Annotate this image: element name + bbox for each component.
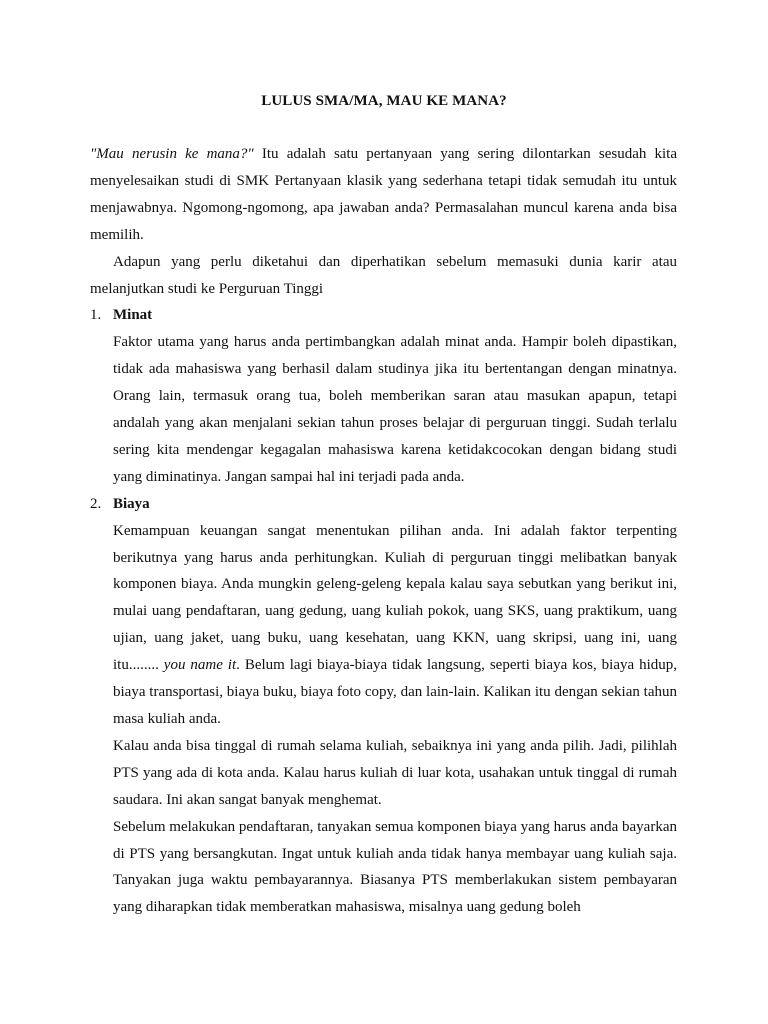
biaya-paragraph-1-italic: you name it — [163, 657, 237, 674]
biaya-paragraph-1 — [113, 518, 677, 733]
biaya-paragraph-3: Sebelum melakukan pendaftaran, tanyakan semua komponen biaya yang harus anda bayarkan di PTS yang bersangkutan. Ingat untuk kuliah anda tidak hanya membayar uang kuliah saja. Tanyakan juga waktu pembayarannya. Biasanya PTS memberlakukan sistem pembayaran yang diharapkan tidak memberatkan mahasiswa, misalnya uang gedung boleh — [113, 818, 677, 916]
document-title: LULUS SMA/MA, MAU KE MANA? — [261, 93, 507, 109]
list-item-title: Biaya — [113, 495, 150, 512]
intro-text: Itu adalah satu pertanyaan yang sering dilontarkan sesudah kita menyelesaikan studi di SMK Pertanyaan klasik yang sederhana tetapi tidak semudah itu untuk menjawabnya. Ngomong-ngomong, apa jawaban anda? Permasalahan muncul karena anda bisa memilih. — [90, 146, 677, 243]
list-item-number: 1. — [90, 307, 102, 324]
intro-quote: "Mau nerusin ke mana?" — [90, 146, 254, 162]
list-item-number: 2. — [90, 495, 102, 512]
document-body — [90, 141, 677, 921]
list-item-title: Minat — [113, 307, 153, 324]
intro-paragraph — [90, 141, 677, 249]
minat-paragraph: Faktor utama yang harus anda pertimbangkan adalah minat anda. Hampir boleh dipastikan, tidak ada mahasiswa yang berhasil dalam studinya jika itu bertentangan dengan minatnya. Orang lain, termasuk orang tua, boleh memberikan saran atau masukan apapun, tetapi andalah yang akan menjalani sekian tahun proses belajar di perguruan tinggi. Sudah terlalu sering kita mendengar kegagalan mahasiswa karena ketidakcocokan dengan bidang studi yang diminatinya. Jangan sampai hal ini terjadi pada anda. — [113, 334, 677, 485]
list-item-heading — [90, 302, 677, 329]
biaya-paragraph-2: Kalau anda bisa tinggal di rumah selama kuliah, sebaiknya ini yang anda pilih. Jadi, pilihlah PTS yang ada di kota anda. Kalau harus kuliah di luar kota, usahakan untuk tinggal di rumah saudara. Ini akan sangat banyak menghemat. — [113, 737, 677, 808]
biaya-paragraph-1-part-a: Kemampuan keuangan sangat menentukan pilihan anda. Ini adalah faktor terpenting berikutnya yang harus anda perhitungkan. Kuliah di perguruan tinggi melibatkan banyak komponen biaya. Anda mungkin geleng-geleng kepala kalau saya sebutkan yang berikut ini, mulai uang pendaftaran, uang gedung, uang kuliah pokok, uang SKS, uang praktikum, uang ujian, uang jaket, uang buku, uang kesehatan, uang KKN, uang skripsi, uang ini, uang itu........ — [113, 522, 677, 674]
biaya-paragraph-1-part-b: . Belum lagi biaya-biaya tidak langsung, seperti biaya kos, biaya hidup, biaya transportasi, biaya buku, biaya foto copy, dan lain-lain. Kalikan itu dengan sekian tahun masa kuliah anda. — [113, 657, 678, 727]
list-item-heading — [90, 491, 677, 518]
lead-paragraph: Adapun yang perlu diketahui dan diperhatikan sebelum memasuki dunia karir atau melanjutkan studi ke Perguruan Tinggi — [90, 253, 677, 297]
